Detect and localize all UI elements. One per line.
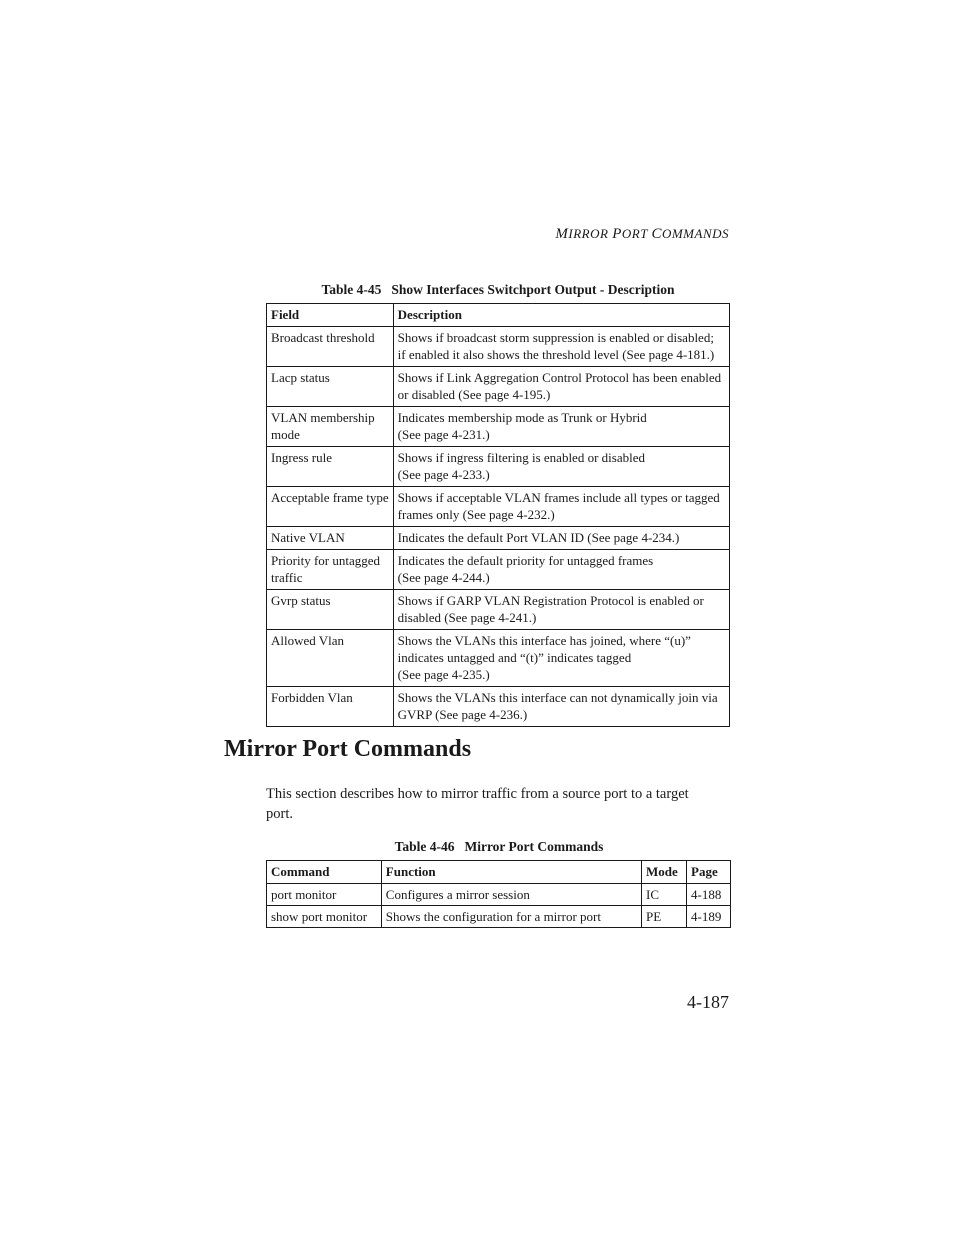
table-45-caption-number: Table 4-45 [321,282,382,297]
running-head-c: C [651,226,662,242]
description-text: if enabled it also shows the threshold level (See page 4-181.) [397,347,715,362]
description-text: Shows the VLANs this interface has joined, where “(u)” [397,633,691,648]
table-46-caption-title: Mirror Port Commands [464,839,604,854]
section-intro [266,784,730,824]
table-46 [266,860,731,928]
running-head-ort: ORT [621,226,648,241]
header-field: Field [267,304,394,327]
description-cell [393,487,729,527]
field-text: traffic [271,570,303,585]
field-cell [267,527,394,550]
description-cell [393,630,729,687]
description-text: Shows if ingress filtering is enabled or disabled [397,450,645,465]
field-cell [267,687,394,727]
running-head [555,226,729,243]
description-text: (See page 4-231.) [397,427,490,442]
running-head-p: P [612,226,622,242]
command-cell: port monitor [267,884,382,906]
page-cell: 4-188 [687,884,731,906]
description-text: (See page 4-233.) [397,467,490,482]
description-cell [393,550,729,590]
field-text: Acceptable frame type [271,490,389,505]
table-row [267,367,730,407]
command-cell: show port monitor [267,906,382,928]
table-header-row [267,304,730,327]
description-cell [393,327,729,367]
table-row [267,687,730,727]
table-row [267,906,731,928]
table-row [267,884,731,906]
table-46-caption [266,839,732,855]
function-cell: Configures a mirror session [381,884,641,906]
description-text: (See page 4-244.) [397,570,490,585]
table-45 [266,303,730,727]
table-row [267,407,730,447]
table-45-caption-title: Show Interfaces Switchport Output - Description [391,282,675,297]
description-text: disabled (See page 4-241.) [397,610,537,625]
description-text: Indicates the default Port VLAN ID (See page 4-234.) [397,530,680,545]
header-function: Function [381,861,641,884]
description-cell [393,687,729,727]
field-text: Native VLAN [271,530,345,545]
function-cell: Shows the configuration for a mirror port [381,906,641,928]
intro-line: port. [266,806,293,822]
running-head-m: M [555,226,569,242]
table-header-row [267,861,731,884]
field-cell [267,550,394,590]
section-title: Mirror Port Commands [224,736,472,762]
field-cell [267,407,394,447]
table-row [267,550,730,590]
header-page: Page [687,861,731,884]
description-text: Shows if Link Aggregation Control Protocol has been enabled [397,370,722,385]
description-text: or disabled (See page 4-195.) [397,387,551,402]
description-text: Shows the VLANs this interface can not dynamically join via [397,690,718,705]
field-text: VLAN membership [271,410,375,425]
description-text: frames only (See page 4-232.) [397,507,555,522]
table-row [267,487,730,527]
field-cell [267,327,394,367]
field-text: Lacp status [271,370,330,385]
field-cell [267,447,394,487]
header-command: Command [267,861,382,884]
field-text: mode [271,427,300,442]
description-text: Shows if acceptable VLAN frames include all types or tagged [397,490,720,505]
field-text: Gvrp status [271,593,331,608]
table-45-caption [266,282,730,298]
description-cell [393,367,729,407]
field-text: Priority for untagged [271,553,381,568]
table-46-caption-number: Table 4-46 [394,839,455,854]
table-row [267,327,730,367]
field-text: Broadcast threshold [271,330,375,345]
description-text: Shows if broadcast storm suppression is enabled or disabled; [397,330,714,345]
table-row [267,447,730,487]
field-text: Forbidden Vlan [271,690,353,705]
running-head-irror: IRROR [568,226,609,241]
table-row [267,527,730,550]
description-cell [393,447,729,487]
table-row [267,590,730,630]
description-text: indicates untagged and “(t)” indicates tagged [397,650,632,665]
field-cell [267,590,394,630]
table-row [267,630,730,687]
field-cell [267,367,394,407]
description-text: Indicates membership mode as Trunk or Hybrid [397,410,647,425]
description-text: Shows if GARP VLAN Registration Protocol is enabled or [397,593,704,608]
header-mode: Mode [642,861,687,884]
description-cell [393,527,729,550]
description-text: (See page 4-235.) [397,667,490,682]
page-number: 4-187 [687,992,729,1012]
field-cell [267,630,394,687]
field-cell [267,487,394,527]
description-text: GVRP (See page 4-236.) [397,707,528,722]
description-text: Indicates the default priority for untagged frames [397,553,654,568]
page-cell: 4-189 [687,906,731,928]
description-cell [393,407,729,447]
mode-cell: PE [642,906,687,928]
field-text: Ingress rule [271,450,333,465]
mode-cell: IC [642,884,687,906]
running-head-ommands: OMMANDS [661,226,729,241]
field-text: Allowed Vlan [271,633,345,648]
intro-line: This section describes how to mirror traffic from a source port to a target [266,786,689,802]
description-cell [393,590,729,630]
header-description: Description [393,304,729,327]
